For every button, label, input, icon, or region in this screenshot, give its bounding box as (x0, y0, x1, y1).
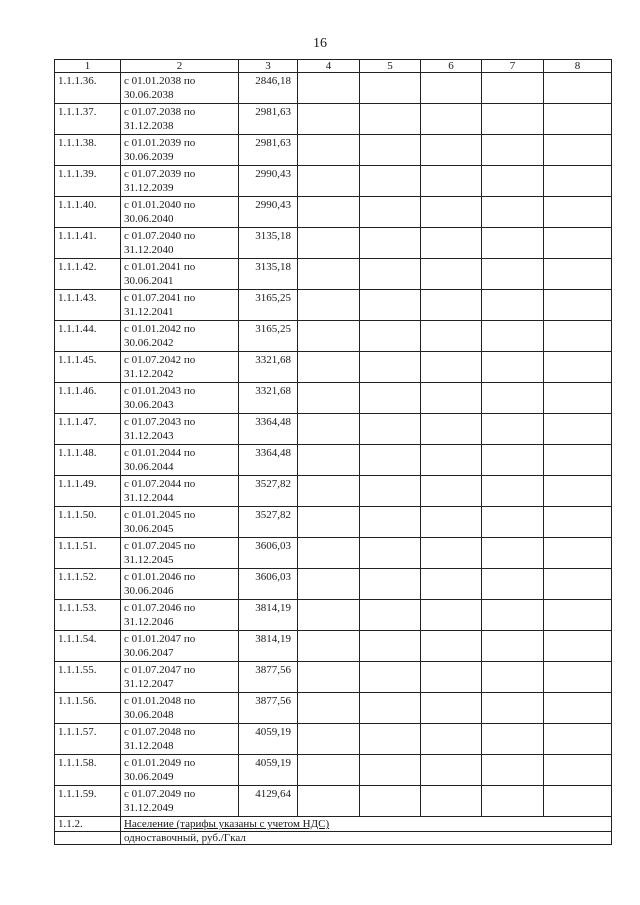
period-cell (121, 135, 239, 166)
period-end: 31.12.2039 (124, 182, 174, 194)
tariff-value: 3814,19 (239, 631, 298, 662)
empty-cell (360, 786, 421, 817)
empty-cell (482, 600, 544, 631)
table-row (55, 724, 612, 755)
empty-cell (544, 166, 612, 197)
tariff-value: 3606,03 (239, 538, 298, 569)
row-number: 1.1.1.39. (55, 166, 121, 197)
empty-cell (360, 631, 421, 662)
row-number: 1.1.1.46. (55, 383, 121, 414)
tariff-value: 2981,63 (239, 135, 298, 166)
empty-cell (544, 631, 612, 662)
subsection-row (55, 832, 612, 845)
row-number: 1.1.1.40. (55, 197, 121, 228)
row-number: 1.1.1.42. (55, 259, 121, 290)
empty-cell (298, 693, 360, 724)
table-row (55, 197, 612, 228)
empty-cell (482, 352, 544, 383)
empty-cell (544, 414, 612, 445)
empty-cell (482, 197, 544, 228)
tariff-value: 3165,25 (239, 321, 298, 352)
tariff-value: 3814,19 (239, 600, 298, 631)
empty-cell (360, 135, 421, 166)
empty-cell (544, 259, 612, 290)
period-cell (121, 507, 239, 538)
row-number: 1.1.1.51. (55, 538, 121, 569)
table-row (55, 445, 612, 476)
empty-cell (360, 383, 421, 414)
empty-cell (298, 383, 360, 414)
table-row (55, 631, 612, 662)
empty-cell (482, 383, 544, 414)
tariff-value: 4129,64 (239, 786, 298, 817)
empty-cell (544, 693, 612, 724)
table-row (55, 600, 612, 631)
column-header: 5 (360, 60, 421, 73)
period-start: с 01.01.2049 по (124, 757, 196, 769)
empty-cell (482, 104, 544, 135)
section-number: 1.1.2. (55, 817, 121, 832)
empty-cell (544, 445, 612, 476)
empty-cell (298, 290, 360, 321)
empty-cell (298, 569, 360, 600)
period-cell (121, 352, 239, 383)
empty-cell (298, 662, 360, 693)
tariff-value: 3364,48 (239, 414, 298, 445)
period-end: 30.06.2047 (124, 647, 174, 659)
period-start: с 01.01.2040 по (124, 199, 196, 211)
empty-cell (544, 104, 612, 135)
period-end: 31.12.2049 (124, 802, 174, 814)
tariff-value: 2990,43 (239, 166, 298, 197)
column-header: 1 (55, 60, 121, 73)
empty-cell (360, 476, 421, 507)
empty-cell (298, 73, 360, 104)
empty-cell (298, 507, 360, 538)
empty-cell (544, 786, 612, 817)
empty-cell (421, 166, 482, 197)
row-number: 1.1.1.58. (55, 755, 121, 786)
table-row (55, 228, 612, 259)
period-start: с 01.01.2044 по (124, 447, 196, 459)
empty-cell (298, 414, 360, 445)
tariff-value: 3364,48 (239, 445, 298, 476)
empty-cell (482, 538, 544, 569)
empty-cell (421, 569, 482, 600)
empty-cell (421, 476, 482, 507)
empty-cell (298, 755, 360, 786)
period-end: 31.12.2046 (124, 616, 174, 628)
empty-cell (298, 135, 360, 166)
period-start: с 01.07.2039 по (124, 168, 196, 180)
period-start: с 01.07.2044 по (124, 478, 196, 490)
row-number: 1.1.1.55. (55, 662, 121, 693)
period-cell (121, 569, 239, 600)
period-end: 30.06.2040 (124, 213, 174, 225)
period-start: с 01.07.2038 по (124, 106, 196, 118)
tariff-value: 3135,18 (239, 259, 298, 290)
empty-cell (482, 259, 544, 290)
empty-cell (421, 600, 482, 631)
row-number: 1.1.1.45. (55, 352, 121, 383)
period-cell (121, 662, 239, 693)
row-number: 1.1.1.52. (55, 569, 121, 600)
empty-cell (360, 414, 421, 445)
tariff-value: 4059,19 (239, 724, 298, 755)
tariff-value: 2846,18 (239, 73, 298, 104)
empty-cell (298, 259, 360, 290)
tariff-value: 3606,03 (239, 569, 298, 600)
row-number: 1.1.1.59. (55, 786, 121, 817)
tariff-table (54, 59, 612, 845)
tariff-value: 3321,68 (239, 352, 298, 383)
period-end: 31.12.2042 (124, 368, 174, 380)
tariff-value: 2990,43 (239, 197, 298, 228)
empty-cell (298, 538, 360, 569)
period-cell (121, 197, 239, 228)
tariff-value: 3135,18 (239, 228, 298, 259)
tariff-value: 3165,25 (239, 290, 298, 321)
empty-cell (482, 755, 544, 786)
period-cell (121, 476, 239, 507)
empty-cell (360, 166, 421, 197)
period-end: 30.06.2038 (124, 89, 174, 101)
row-number: 1.1.1.41. (55, 228, 121, 259)
period-cell (121, 104, 239, 135)
empty-cell (544, 538, 612, 569)
empty-cell (482, 631, 544, 662)
row-number: 1.1.1.50. (55, 507, 121, 538)
period-end: 30.06.2049 (124, 771, 174, 783)
period-end: 30.06.2041 (124, 275, 174, 287)
empty-cell (421, 631, 482, 662)
period-cell (121, 259, 239, 290)
empty-cell (421, 662, 482, 693)
empty-cell (482, 166, 544, 197)
period-cell (121, 786, 239, 817)
tariff-value: 4059,19 (239, 755, 298, 786)
period-start: с 01.01.2039 по (124, 137, 196, 149)
empty-cell (298, 321, 360, 352)
table-row (55, 104, 612, 135)
table-row (55, 259, 612, 290)
table-row (55, 476, 612, 507)
period-cell (121, 166, 239, 197)
table-row (55, 135, 612, 166)
period-start: с 01.01.2038 по (124, 75, 196, 87)
empty-cell (421, 135, 482, 166)
tariff-value: 3321,68 (239, 383, 298, 414)
empty-cell (421, 786, 482, 817)
empty-cell (482, 445, 544, 476)
period-cell (121, 383, 239, 414)
column-header: 8 (544, 60, 612, 73)
empty-cell (482, 414, 544, 445)
empty-cell (298, 166, 360, 197)
empty-cell (482, 786, 544, 817)
period-end: 31.12.2045 (124, 554, 174, 566)
period-end: 30.06.2042 (124, 337, 174, 349)
period-cell (121, 445, 239, 476)
empty-cell (298, 631, 360, 662)
empty-cell (360, 259, 421, 290)
empty-cell (482, 724, 544, 755)
empty-cell (421, 383, 482, 414)
page-number: 16 (313, 36, 327, 51)
table-row (55, 352, 612, 383)
empty-cell (360, 538, 421, 569)
period-cell (121, 724, 239, 755)
empty-cell (360, 507, 421, 538)
empty-cell (544, 383, 612, 414)
row-number: 1.1.1.48. (55, 445, 121, 476)
subsection-title: одноставочный, руб./Гкал (121, 832, 612, 845)
row-number: 1.1.1.47. (55, 414, 121, 445)
empty-cell (421, 290, 482, 321)
period-cell (121, 538, 239, 569)
period-end: 31.12.2044 (124, 492, 174, 504)
empty-cell (360, 290, 421, 321)
empty-cell (360, 352, 421, 383)
period-start: с 01.07.2049 по (124, 788, 196, 800)
section-title: Население (тарифы указаны с учетом НДС) (121, 817, 612, 832)
empty-cell (421, 352, 482, 383)
empty-cell (544, 321, 612, 352)
table-header-row (55, 60, 612, 73)
empty-cell (544, 135, 612, 166)
row-number: 1.1.1.49. (55, 476, 121, 507)
empty-cell (360, 755, 421, 786)
table-row (55, 383, 612, 414)
empty-cell (360, 104, 421, 135)
period-start: с 01.07.2042 по (124, 354, 196, 366)
period-start: с 01.01.2047 по (124, 633, 196, 645)
empty-cell (360, 724, 421, 755)
table-row (55, 662, 612, 693)
tariff-value: 2981,63 (239, 104, 298, 135)
column-header: 4 (298, 60, 360, 73)
column-header: 7 (482, 60, 544, 73)
period-cell (121, 755, 239, 786)
column-header: 6 (421, 60, 482, 73)
empty-cell (421, 755, 482, 786)
period-end: 31.12.2043 (124, 430, 174, 442)
section-row (55, 817, 612, 832)
empty-cell (360, 445, 421, 476)
period-cell (121, 321, 239, 352)
empty-cell (298, 786, 360, 817)
empty-cell (298, 197, 360, 228)
period-start: с 01.07.2043 по (124, 416, 196, 428)
empty-cell (421, 197, 482, 228)
period-start: с 01.07.2046 по (124, 602, 196, 614)
empty-cell (544, 724, 612, 755)
empty-cell (421, 414, 482, 445)
tariff-value: 3877,56 (239, 693, 298, 724)
period-end: 30.06.2046 (124, 585, 174, 597)
empty-cell (421, 538, 482, 569)
row-number: 1.1.1.57. (55, 724, 121, 755)
empty-cell (482, 73, 544, 104)
tariff-value: 3527,82 (239, 507, 298, 538)
empty-cell (544, 352, 612, 383)
column-header: 2 (121, 60, 239, 73)
period-start: с 01.07.2041 по (124, 292, 196, 304)
empty-cell (421, 73, 482, 104)
empty-cell (482, 693, 544, 724)
period-start: с 01.07.2040 по (124, 230, 196, 242)
empty-cell (482, 476, 544, 507)
empty-cell (421, 507, 482, 538)
empty-cell (421, 724, 482, 755)
period-end: 31.12.2048 (124, 740, 174, 752)
table-row (55, 693, 612, 724)
empty-cell (544, 476, 612, 507)
empty-cell (298, 724, 360, 755)
period-cell (121, 73, 239, 104)
table-row (55, 538, 612, 569)
row-number: 1.1.1.54. (55, 631, 121, 662)
table-row (55, 507, 612, 538)
table-row (55, 569, 612, 600)
empty-cell (544, 755, 612, 786)
empty-cell (421, 104, 482, 135)
table-row (55, 786, 612, 817)
empty-cell (482, 507, 544, 538)
empty-cell (482, 135, 544, 166)
empty-cell (544, 290, 612, 321)
tariff-value: 3527,82 (239, 476, 298, 507)
empty-cell (298, 476, 360, 507)
empty-cell (482, 290, 544, 321)
empty-cell (360, 197, 421, 228)
row-number: 1.1.1.44. (55, 321, 121, 352)
row-number: 1.1.1.36. (55, 73, 121, 104)
empty-cell (482, 569, 544, 600)
period-end: 31.12.2038 (124, 120, 174, 132)
empty-cell (55, 832, 121, 845)
empty-cell (298, 104, 360, 135)
empty-cell (544, 228, 612, 259)
table-row (55, 166, 612, 197)
empty-cell (482, 321, 544, 352)
empty-cell (298, 228, 360, 259)
empty-cell (421, 228, 482, 259)
row-number: 1.1.1.37. (55, 104, 121, 135)
empty-cell (360, 321, 421, 352)
table-row (55, 414, 612, 445)
period-start: с 01.01.2042 по (124, 323, 196, 335)
period-start: с 01.07.2045 по (124, 540, 196, 552)
period-start: с 01.07.2048 по (124, 726, 196, 738)
row-number: 1.1.1.53. (55, 600, 121, 631)
period-end: 30.06.2048 (124, 709, 174, 721)
empty-cell (421, 259, 482, 290)
period-start: с 01.01.2045 по (124, 509, 196, 521)
table-row (55, 290, 612, 321)
period-end: 31.12.2040 (124, 244, 174, 256)
column-header: 3 (239, 60, 298, 73)
tariff-value: 3877,56 (239, 662, 298, 693)
empty-cell (544, 662, 612, 693)
table-row (55, 321, 612, 352)
period-end: 31.12.2041 (124, 306, 174, 318)
empty-cell (360, 600, 421, 631)
period-cell (121, 693, 239, 724)
empty-cell (298, 352, 360, 383)
table-row (55, 73, 612, 104)
empty-cell (360, 73, 421, 104)
empty-cell (360, 662, 421, 693)
period-end: 30.06.2043 (124, 399, 174, 411)
row-number: 1.1.1.43. (55, 290, 121, 321)
period-start: с 01.01.2048 по (124, 695, 196, 707)
empty-cell (421, 445, 482, 476)
empty-cell (360, 228, 421, 259)
period-start: с 01.01.2043 по (124, 385, 196, 397)
period-end: 30.06.2045 (124, 523, 174, 535)
empty-cell (544, 507, 612, 538)
row-number: 1.1.1.56. (55, 693, 121, 724)
empty-cell (482, 228, 544, 259)
period-start: с 01.07.2047 по (124, 664, 196, 676)
period-cell (121, 414, 239, 445)
period-end: 31.12.2047 (124, 678, 174, 690)
period-cell (121, 290, 239, 321)
period-cell (121, 228, 239, 259)
empty-cell (544, 73, 612, 104)
empty-cell (298, 445, 360, 476)
empty-cell (544, 569, 612, 600)
empty-cell (421, 693, 482, 724)
period-start: с 01.01.2046 по (124, 571, 196, 583)
empty-cell (482, 662, 544, 693)
table-row (55, 755, 612, 786)
empty-cell (544, 600, 612, 631)
empty-cell (544, 197, 612, 228)
empty-cell (360, 569, 421, 600)
period-end: 30.06.2039 (124, 151, 174, 163)
empty-cell (298, 600, 360, 631)
period-start: с 01.01.2041 по (124, 261, 196, 273)
empty-cell (421, 321, 482, 352)
period-cell (121, 600, 239, 631)
period-cell (121, 631, 239, 662)
period-end: 30.06.2044 (124, 461, 174, 473)
empty-cell (360, 693, 421, 724)
row-number: 1.1.1.38. (55, 135, 121, 166)
